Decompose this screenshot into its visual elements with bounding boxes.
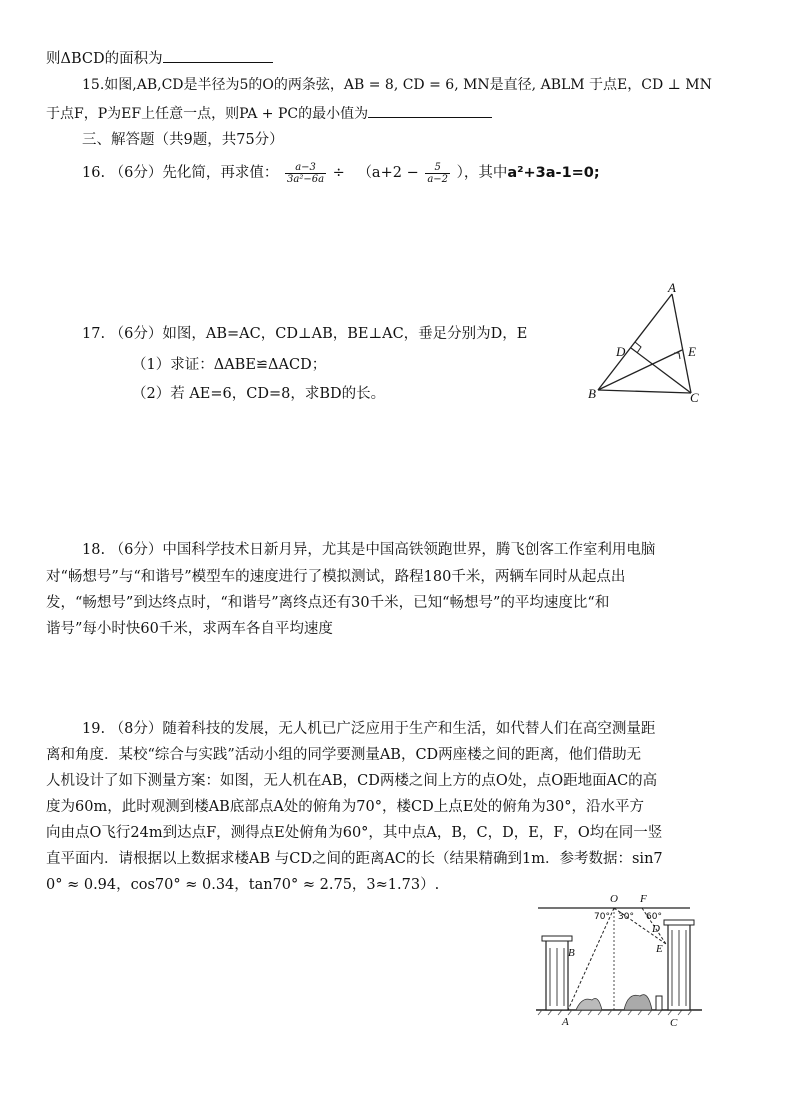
q19-line1: 19. （8分）随着科技的发展，无人机已广泛应用于生产和生活，如代替人们在高空测量距 xyxy=(82,721,656,737)
q19-angle-70: 70° xyxy=(594,912,610,922)
q19-building-cd xyxy=(664,920,694,1010)
q16-frac1-num: a−3 xyxy=(285,162,326,174)
q19-label-c: C xyxy=(670,1017,678,1029)
q15-line1: 15.如图,AB,CD是半径为5的O的两条弦，AB = 8, CD = 6, MN是直径, ABLM 于点E，CD ⊥ MN xyxy=(82,77,712,93)
q16-frac2-num: 5 xyxy=(425,162,450,174)
q17-label-a: A xyxy=(668,280,676,295)
q15-line2-text: 于点F，P为EF上任意一点，则PA + PC的最小值为 xyxy=(46,106,369,122)
q19-line5: 向由点O飞行24m到达点F，测得点E处俯角为60°，其中点A，B，C，D，E，F，O均在同一竖 xyxy=(46,825,663,841)
q16-condition: a²+3a-1=0; xyxy=(507,165,600,181)
q17-label-d: D xyxy=(616,344,626,359)
q19-line7: 0° ≈ 0.94，cos70° ≈ 0.34，tan70° ≈ 2.75，3≈1.73）. xyxy=(46,877,440,893)
q14-tail xyxy=(46,48,273,68)
q16-paren-close: ），其中 xyxy=(456,165,508,181)
q16-fraction-1 xyxy=(285,162,326,185)
q17-label-c: C xyxy=(690,390,699,402)
q19-label-d: D xyxy=(652,923,660,935)
q17-stem: 17. （6分）如图，AB=AC，CD⊥AB，BE⊥AC，垂足分别为D，E xyxy=(82,326,528,342)
q16-prefix: 16. （6分）先化简，再求值： xyxy=(82,165,279,181)
q16-frac1-den: 3a²−6a xyxy=(287,173,325,185)
q17-segment-be xyxy=(598,350,682,390)
q17-part2: （2）若 AE=6，CD=8，求BD的长。 xyxy=(132,386,386,402)
q19-line6: 直平面内．请根据以上数据求楼AB 与CD之间的距离AC的长（结果精确到1m．参考数据：sin7 xyxy=(46,851,663,867)
q17-edge-bc xyxy=(598,390,691,393)
q19-drone-figure xyxy=(532,888,707,1033)
q17-part1: （1）求证：ΔABE≌ΔACD； xyxy=(132,357,327,373)
q14-answer-blank[interactable] xyxy=(163,48,273,63)
q19-line2: 离和角度．某校“综合与实践”活动小组的同学要测量AB，CD两座楼之间的距离，他们借助无 xyxy=(46,747,642,763)
q18-line2: 对“畅想号”与“和谐号”模型车的速度进行了模拟测试，路程180千米，两辆车同时从起点出 xyxy=(46,569,626,585)
q19-rock-right xyxy=(624,995,652,1010)
q19-angle-30: 30° xyxy=(618,912,634,922)
q16-frac2-den: a−2 xyxy=(427,173,449,185)
q18-line4: 谐号”每小时快60千米，求两车各自平均速度 xyxy=(46,621,333,637)
q16-fraction-2 xyxy=(425,162,450,185)
q19-rock-left xyxy=(576,998,602,1010)
q16-paren-open: （a+2 − xyxy=(357,165,419,181)
q18-line3: 发，“畅想号”到达终点时，“和谐号”离终点还有30千米，已知“畅想号”的平均速度比“和 xyxy=(46,595,610,611)
q16-div: ÷ xyxy=(332,165,345,181)
q19-label-f: F xyxy=(640,893,647,905)
q18-line1: 18. （6分）中国科学技术日新月异，尤其是中国高铁领跑世界，腾飞创客工作室利用电脑 xyxy=(82,542,656,558)
q16 xyxy=(82,161,600,185)
q15-answer-blank[interactable] xyxy=(368,103,492,118)
q19-label-e: E xyxy=(656,943,663,955)
q17-triangle-figure xyxy=(588,280,708,402)
q17-label-e: E xyxy=(688,344,696,359)
q19-label-b: B xyxy=(568,947,575,959)
q19-angle-60: 60° xyxy=(646,912,662,922)
q17-label-b: B xyxy=(588,386,596,401)
q19-label-a: A xyxy=(562,1016,569,1028)
q19-line3: 人机设计了如下测量方案：如图，无人机在AB，CD两楼之间上方的点O处，点O距地面AC的高 xyxy=(46,773,658,789)
q15-line2 xyxy=(46,103,492,123)
q14-tail-text: 则ΔBCD的面积为 xyxy=(46,51,163,67)
q19-label-o: O xyxy=(610,893,618,905)
section-title: 三、解答题（共9题，共75分） xyxy=(82,132,284,148)
q19-line4: 度为60m，此时观测到楼AB底部点A处的俯角为70°，楼CD上点E处的俯角为30°，沿水平方 xyxy=(46,799,645,815)
q19-line-oa xyxy=(568,908,614,1010)
